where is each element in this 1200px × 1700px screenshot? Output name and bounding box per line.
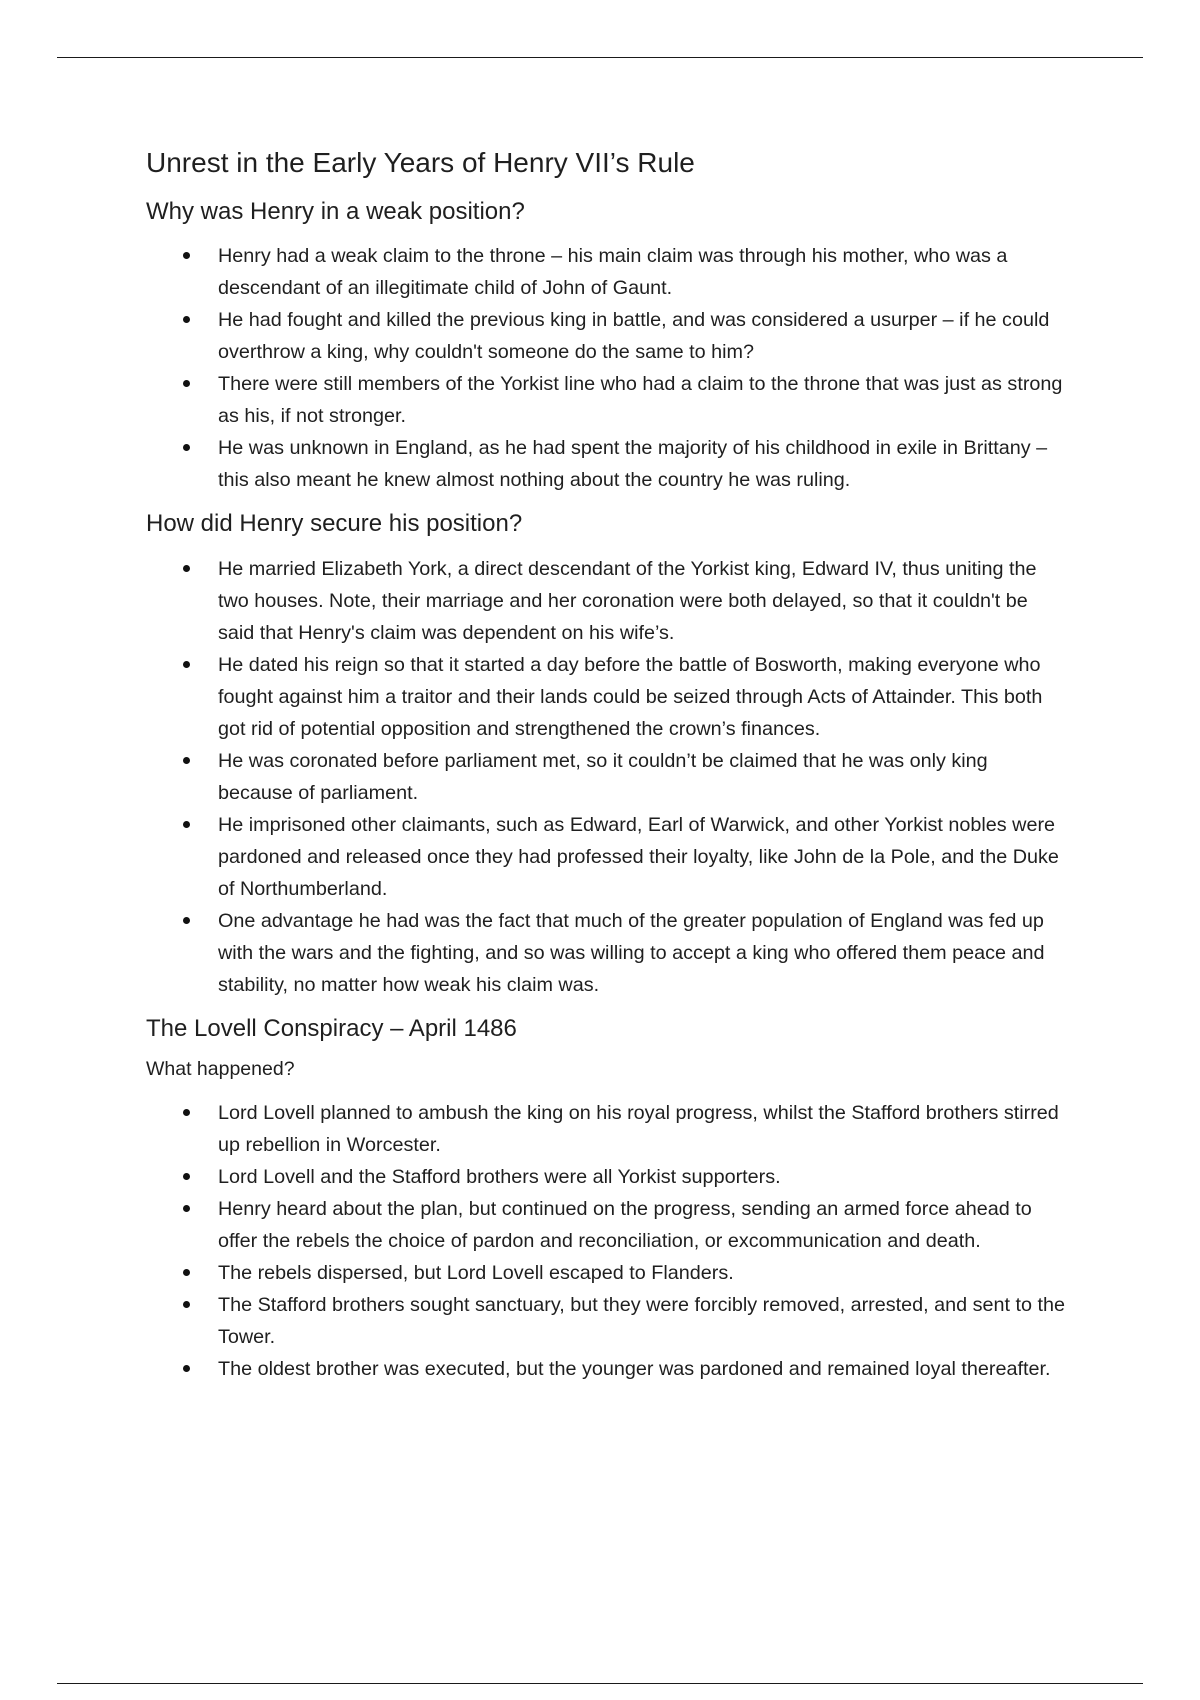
list-item bbox=[146, 240, 1066, 304]
section-heading-weak-position: Why was Henry in a weak position? bbox=[146, 197, 525, 225]
bullet-icon bbox=[183, 661, 190, 668]
list-item bbox=[146, 1161, 1066, 1193]
list-item-text: The Stafford brothers sought sanctuary, but they were forcibly removed, arrested, and sent to the Tower. bbox=[218, 1294, 1066, 1349]
bullet-icon bbox=[183, 380, 190, 387]
section-heading-secure-position: How did Henry secure his position? bbox=[146, 510, 523, 538]
bullet-icon bbox=[183, 1301, 190, 1308]
list-item-text: He married Elizabeth York, a direct descendant of the Yorkist king, Edward IV, thus uniting the two houses. Note, their marriage and her coronation were both delayed, so that it couldn't be said that Henry's claim was dependent on his wife’s. bbox=[218, 558, 1037, 645]
list-item bbox=[146, 1353, 1066, 1385]
list-item bbox=[146, 649, 1066, 745]
bullet-list-weak-position bbox=[146, 240, 1066, 496]
bullet-icon bbox=[183, 1269, 190, 1276]
document-title: Unrest in the Early Years of Henry VII’s Rule bbox=[146, 147, 695, 178]
list-item-text: Lord Lovell and the Stafford brothers were all Yorkist supporters. bbox=[218, 1166, 781, 1189]
bullet-icon bbox=[183, 252, 190, 259]
list-item bbox=[146, 745, 1066, 809]
bullet-icon bbox=[183, 757, 190, 764]
bullet-icon bbox=[183, 316, 190, 323]
bullet-icon bbox=[183, 565, 190, 572]
list-item bbox=[146, 368, 1066, 432]
list-item bbox=[146, 304, 1066, 368]
list-item-text: He was coronated before parliament met, so it couldn’t be claimed that he was only king because of parliament. bbox=[218, 750, 988, 805]
top-page-rule bbox=[57, 57, 1143, 58]
list-item-text: There were still members of the Yorkist line who had a claim to the throne that was just as strong as his, if not stronger. bbox=[218, 373, 1063, 428]
list-item-text: He was unknown in England, as he had spent the majority of his childhood in exile in Brittany – this also meant he knew almost nothing about the country he was ruling. bbox=[218, 437, 1048, 492]
list-item-text: Henry heard about the plan, but continued on the progress, sending an armed force ahead to offer the rebels the choice of pardon and reconciliation, or excommunication and death. bbox=[218, 1198, 1032, 1253]
list-item-text: He had fought and killed the previous king in battle, and was considered a usurper – if he could overthrow a king, why couldn't someone do the same to him? bbox=[218, 309, 1050, 364]
list-item bbox=[146, 432, 1066, 496]
bullet-icon bbox=[183, 1173, 190, 1180]
bullet-list-secure-position bbox=[146, 553, 1066, 1001]
list-item bbox=[146, 905, 1066, 1001]
bullet-icon bbox=[183, 917, 190, 924]
list-item bbox=[146, 553, 1066, 649]
list-item-text: The oldest brother was executed, but the younger was pardoned and remained loyal thereafter. bbox=[218, 1358, 1051, 1381]
list-item bbox=[146, 1097, 1066, 1161]
bottom-page-rule bbox=[57, 1683, 1143, 1684]
list-item-text: He imprisoned other claimants, such as Edward, Earl of Warwick, and other Yorkist nobles were pardoned and released once they had professed their loyalty, like John de la Pole, and the Duke of Northumberland. bbox=[218, 814, 1059, 901]
bullet-icon bbox=[183, 821, 190, 828]
list-item bbox=[146, 1193, 1066, 1257]
bullet-icon bbox=[183, 1109, 190, 1116]
list-item-text: Lord Lovell planned to ambush the king on his royal progress, whilst the Stafford brothers stirred up rebellion in Worcester. bbox=[218, 1102, 1059, 1157]
list-item-text: He dated his reign so that it started a day before the battle of Bosworth, making everyone who fought against him a traitor and their lands could be seized through Acts of Attainder. This both got rid of potential opposition and strengthened the crown’s finances. bbox=[218, 654, 1043, 741]
bullet-icon bbox=[183, 1365, 190, 1372]
list-item-text: Henry had a weak claim to the throne – his main claim was through his mother, who was a descendant of an illegitimate child of John of Gaunt. bbox=[218, 245, 1008, 300]
bullet-icon bbox=[183, 444, 190, 451]
subheading-what-happened: What happened? bbox=[146, 1057, 295, 1080]
list-item bbox=[146, 1257, 1066, 1289]
list-item-text: The rebels dispersed, but Lord Lovell escaped to Flanders. bbox=[218, 1262, 734, 1285]
list-item bbox=[146, 809, 1066, 905]
document-body bbox=[146, 146, 1066, 1399]
bullet-list-lovell-conspiracy bbox=[146, 1097, 1066, 1385]
list-item-text: One advantage he had was the fact that much of the greater population of England was fed up with the wars and the fighting, and so was willing to accept a king who offered them peace and stability, no matter how weak his claim was. bbox=[218, 910, 1045, 997]
bullet-icon bbox=[183, 1205, 190, 1212]
section-heading-lovell-conspiracy: The Lovell Conspiracy – April 1486 bbox=[146, 1015, 517, 1043]
list-item bbox=[146, 1289, 1066, 1353]
